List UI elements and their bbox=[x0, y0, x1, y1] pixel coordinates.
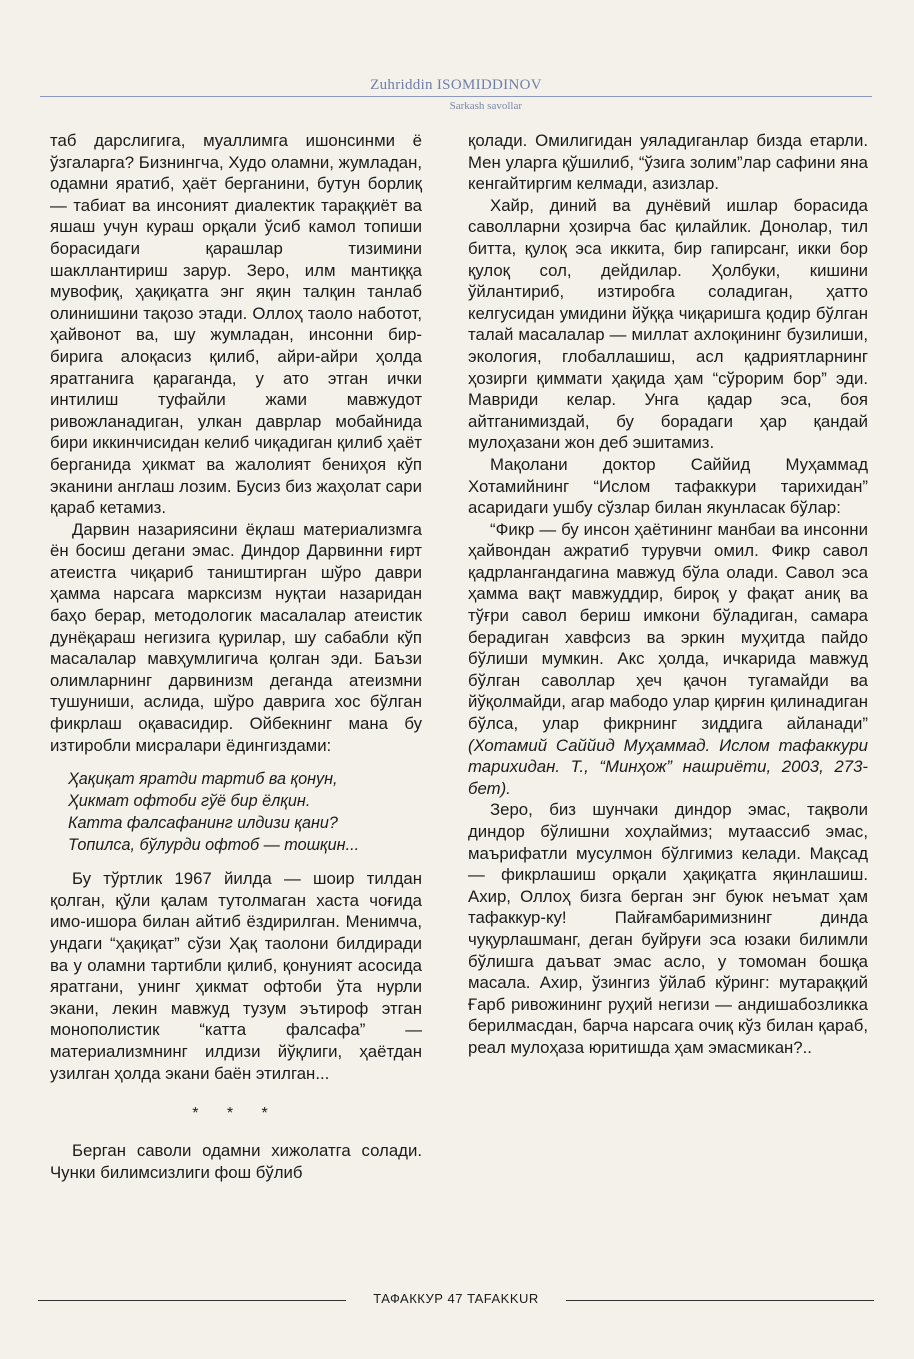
paragraph: Хайр, диний ва дунёвий ишлар борасида саволларни ҳозирча бас қилайлик. Донолар, тил битта, қулоқ эса иккита, бир гапирсанг, икки бор қулоқ сол, дейдилар. Ҳолбуки, кишини ўйлантириб, изтиробга соладиган, ҳатто келгусидан умидини йўққа чиқаришга қодир бўлган талай масалалар — миллат ахлоқининг бузилиши, экология, глобаллашиш, асл қадриятларнинг ҳозирги қиммати ҳақида ҳам “сўрорим бор” эди. Мавриди келар. Унга қадар эса, боя айтганимиздай, бу борадаги ҳар қандай мулоҳазани жон деб эшитамиз. bbox=[468, 195, 868, 453]
poem-line: Катта фалсафанинг илдизи қани? bbox=[68, 814, 338, 833]
poem-line: Топилса, бўлурди офтоб — тошқин... bbox=[68, 836, 360, 855]
footer-rule-right bbox=[566, 1300, 874, 1301]
poem-line: Ҳақиқат яратди тартиб ва қонун, bbox=[68, 770, 338, 789]
paragraph: қолади. Омилигидан уяладиганлар бизда етарли. Мен уларга қўшилиб, “ўзига золим”лар сафини яна кенгайтиргим келмади, азизлар. bbox=[468, 131, 868, 194]
paragraph: Мақолани доктор Саййид Муҳаммад Хотамийнинг “Ислом тафаккури тарихидан” асаридаги ушбу сўзлар билан якунласак бўлар: bbox=[468, 454, 868, 518]
section-separator: * * * bbox=[192, 1105, 280, 1123]
paragraph: Берган саволи одамни хижолатга солади. Чунки билимсизлиги фош бўлиб bbox=[50, 1141, 422, 1182]
footer-label: ТАФАККУР 47 TAFAKKUR bbox=[373, 1291, 539, 1306]
paragraph: таб дарслигига, муаллимга ишонсинми ё ўзгаларга? Бизнингча, Худо оламни, жумладан, одамни яратиб, ҳаёт берганини, бутун борлиқ — табиат ва инсоният диалектик тараққиёт ва яшаш учун кураш орқали ўсиб камол топиши борасидаги қарашлар тизимини шакллантириш зарур. Зеро, илм мантиққа мувофиқ, ҳақиқатга энг яқин талқин танлаб олинишини тақозо этади. Оллоҳ таоло наботот, ҳайвонот ва, шу жумладан, инсонни бир-бирига алоқасиз қилиб, айри-айри ҳолда яратганига қараганда, у ато этган ички интилиш туфайли жами мавжудот ривожланадиган, улкан даврлар мобайнида бири иккинчисидан келиб чиқадиган қилиб ҳаёт берганида ҳикмат ва жалолият бениҳоя кўп эканини англаш лозим. Бусиз биз жаҳолат сари қараб кетамиз. bbox=[50, 131, 422, 518]
citation: (Хотамий Саййид Муҳаммад. Ислом тафаккури тарихидан. Т., “Минҳож” нашриёти, 2003, 273-бет). bbox=[468, 735, 868, 798]
section-title: Sarkash savollar bbox=[449, 100, 522, 112]
poem-quote bbox=[68, 768, 422, 856]
paragraph: Дарвин назариясини ёқлаш материализмга ён босиш дегани эмас. Диндор Дарвинни ғирт атеистга чиқариб таништирган шўро даври ҳамма нарсага марксизм нуқтаи назаридан баҳо берар, методологик масалалар атеистик дунёқараш негизига қурилар, шу сабабли кўп масалалар мавҳумлигича қолган эди. Баъзи олимларнинг дарвинизм деганда атеизмни тушуниши, аслида, шўро даврига хос бўлган фикрлаш оқавасидир. Ойбекнинг мана бу изтиробли мисралари ёдингиздами: bbox=[50, 519, 422, 755]
left-column bbox=[50, 130, 422, 1183]
page-footer bbox=[38, 1290, 874, 1310]
author-name: Zuhriddin ISOMIDDINOV bbox=[370, 77, 542, 93]
quote-paragraph bbox=[468, 519, 868, 800]
poem-line: Ҳикмат офтоби гўё бир ёлқин. bbox=[68, 792, 311, 811]
header-rule bbox=[40, 96, 872, 97]
quote-text: “Фикр — бу инсон ҳаётининг манбаи ва инсонни ҳайвондан ажратиб турувчи омил. Фикр савол қадрлангандагина мавжуд бўла олади. Савол эса ҳамма вақт мавжуддир, бироқ у фақат аниқ ва тўғри савол бериш имкони бўладиган, самара берадиган хавфсиз ва эркин муҳитда пайдо бўлиши мумкин. Акс ҳолда, ичкарида мавжуд бўлган саволлар ҳеч қачон тугамайди ва йўқолмайди, агар мабодо улар қирғин қилинадиган бўлса, улар фикрнинг зиддига айланади” bbox=[468, 519, 868, 734]
right-column bbox=[468, 130, 868, 1059]
paragraph: Зеро, биз шунчаки диндор эмас, тақволи диндор бўлишни хоҳлаймиз; мутаассиб эмас, маърифатли мусулмон бўлгимиз келади. Мақсад — фикрлашиш орқали ҳақиқатга яқинлашиш. Ахир, Оллоҳ бизга берган энг буюк неъмат ҳам тафаккур-ку! Пайғамбаримизнинг динда чуқурлашманг, деган буйруғи эса юзаки билимли бўлишга даъват эмас асло, у томоман бошқа масала. Ахир, ўзингиз ўйлаб кўринг: мутараққий Ғарб ривожининг руҳий негизи — андишабозликка берилмасдан, барча нарсага очиқ кўз билан қараб, реал мулоҳаза юритишда ҳам эмасмикан?.. bbox=[468, 800, 868, 1057]
paragraph: Бу тўртлик 1967 йилда — шоир тилдан қолган, қўли қалам тутолмаган хаста чоғида имо-ишора билан айтиб ёздирилган. Менимча, ундаги “ҳақиқат” сўзи Ҳақ таолони билдиради ва у оламни тартибли қилиб, қонуният асосида яратгани, унинг ҳикмат офтоби ўта нурли экани, лекин мавжуд тузум эътироф этган монополистик “катта фалсафа” — материализмнинг илдизи йўқлиги, ҳаётдан узилган ҳолда экани баён этилган... bbox=[50, 869, 422, 1083]
running-header bbox=[40, 76, 872, 112]
footer-rule-left bbox=[38, 1300, 346, 1301]
